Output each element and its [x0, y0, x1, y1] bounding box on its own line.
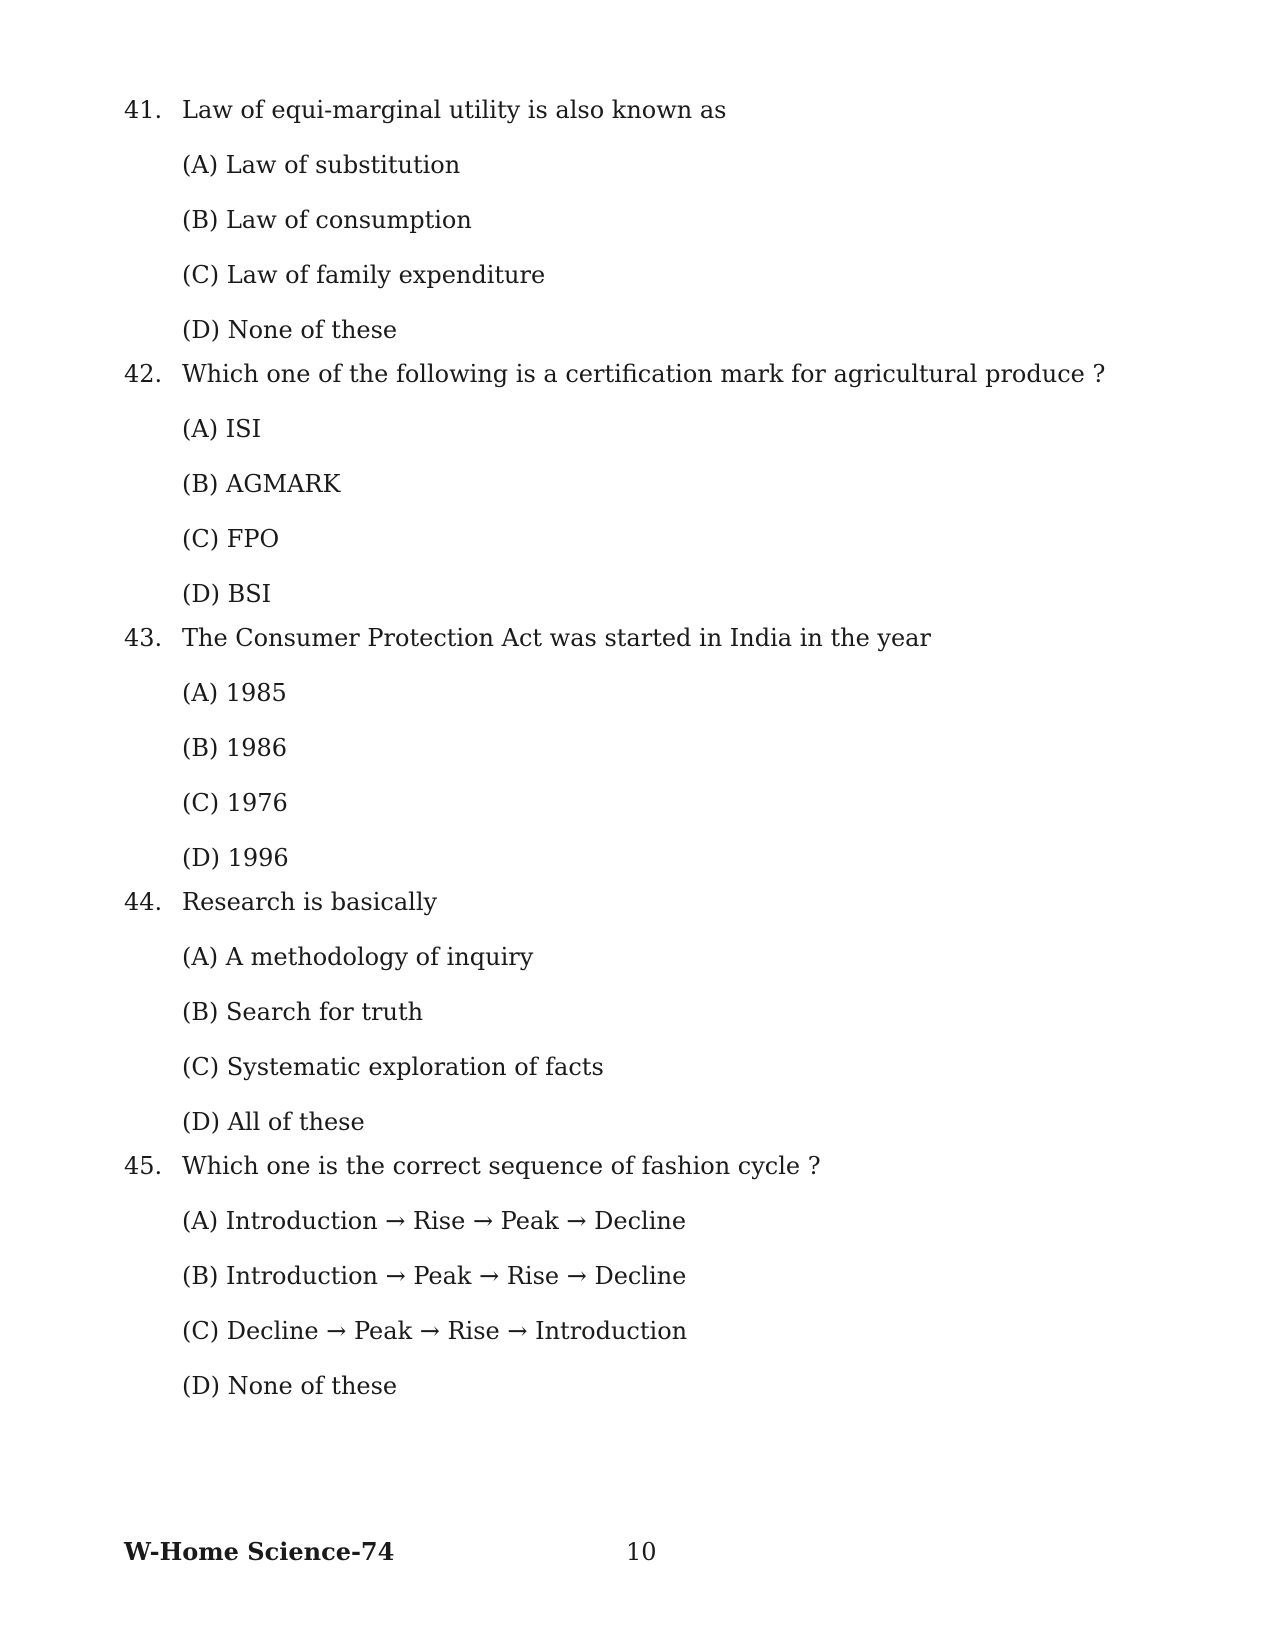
option-a: (A) A methodology of inquiry: [182, 943, 534, 971]
option-a: (A) 1985: [182, 679, 287, 707]
question-text: Which one is the correct sequence of fashion cycle ?: [182, 1152, 821, 1180]
option-b: (B) Law of consumption: [182, 206, 472, 234]
option-d: (D) All of these: [182, 1108, 365, 1136]
question-stem: [124, 887, 1124, 917]
option-d: (D) BSI: [182, 580, 272, 608]
option-a: (A) Introduction → Rise → Peak → Decline: [182, 1207, 687, 1235]
question-number: 42.: [124, 360, 163, 388]
option-a: (A) Law of substitution: [182, 151, 461, 179]
question-41: [124, 95, 1124, 345]
page-footer: [124, 1536, 1124, 1568]
option-c: (C) 1976: [182, 789, 288, 817]
option-b: (B) Introduction → Peak → Rise → Decline: [182, 1262, 687, 1290]
option-d: (D) None of these: [182, 1372, 398, 1400]
question-text: Research is basically: [182, 888, 438, 916]
option-d: (D) 1996: [182, 844, 289, 872]
question-number: 43.: [124, 624, 163, 652]
page-number: 10: [626, 1538, 657, 1566]
question-text: Law of equi-marginal utility is also known as: [182, 96, 727, 124]
option-c: (C) FPO: [182, 525, 280, 553]
question-stem: [124, 1151, 1124, 1181]
question-text: The Consumer Protection Act was started in India in the year: [182, 624, 931, 652]
question-43: [124, 623, 1124, 873]
option-list: [124, 1206, 1124, 1401]
option-list: [124, 150, 1124, 345]
question-text: Which one of the following is a certification mark for agricultural produce ?: [182, 360, 1106, 388]
option-d: (D) None of these: [182, 316, 398, 344]
question-stem: [124, 623, 1124, 653]
option-c: (C) Decline → Peak → Rise → Introduction: [182, 1317, 688, 1345]
option-list: [124, 414, 1124, 609]
option-list: [124, 678, 1124, 873]
question-number: 41.: [124, 96, 163, 124]
option-b: (B) 1986: [182, 734, 288, 762]
question-number: 45.: [124, 1152, 163, 1180]
option-a: (A) ISI: [182, 415, 262, 443]
question-42: [124, 359, 1124, 609]
question-stem: [124, 95, 1124, 125]
question-45: [124, 1151, 1124, 1401]
option-b: (B) AGMARK: [182, 470, 341, 498]
booklet-code: W-Home Science-74: [124, 1537, 395, 1566]
option-list: [124, 942, 1124, 1137]
option-b: (B) Search for truth: [182, 998, 424, 1026]
question-stem: [124, 359, 1124, 389]
option-c: (C) Systematic exploration of facts: [182, 1053, 604, 1081]
question-44: [124, 887, 1124, 1137]
question-number: 44.: [124, 888, 163, 916]
option-c: (C) Law of family expenditure: [182, 261, 546, 289]
